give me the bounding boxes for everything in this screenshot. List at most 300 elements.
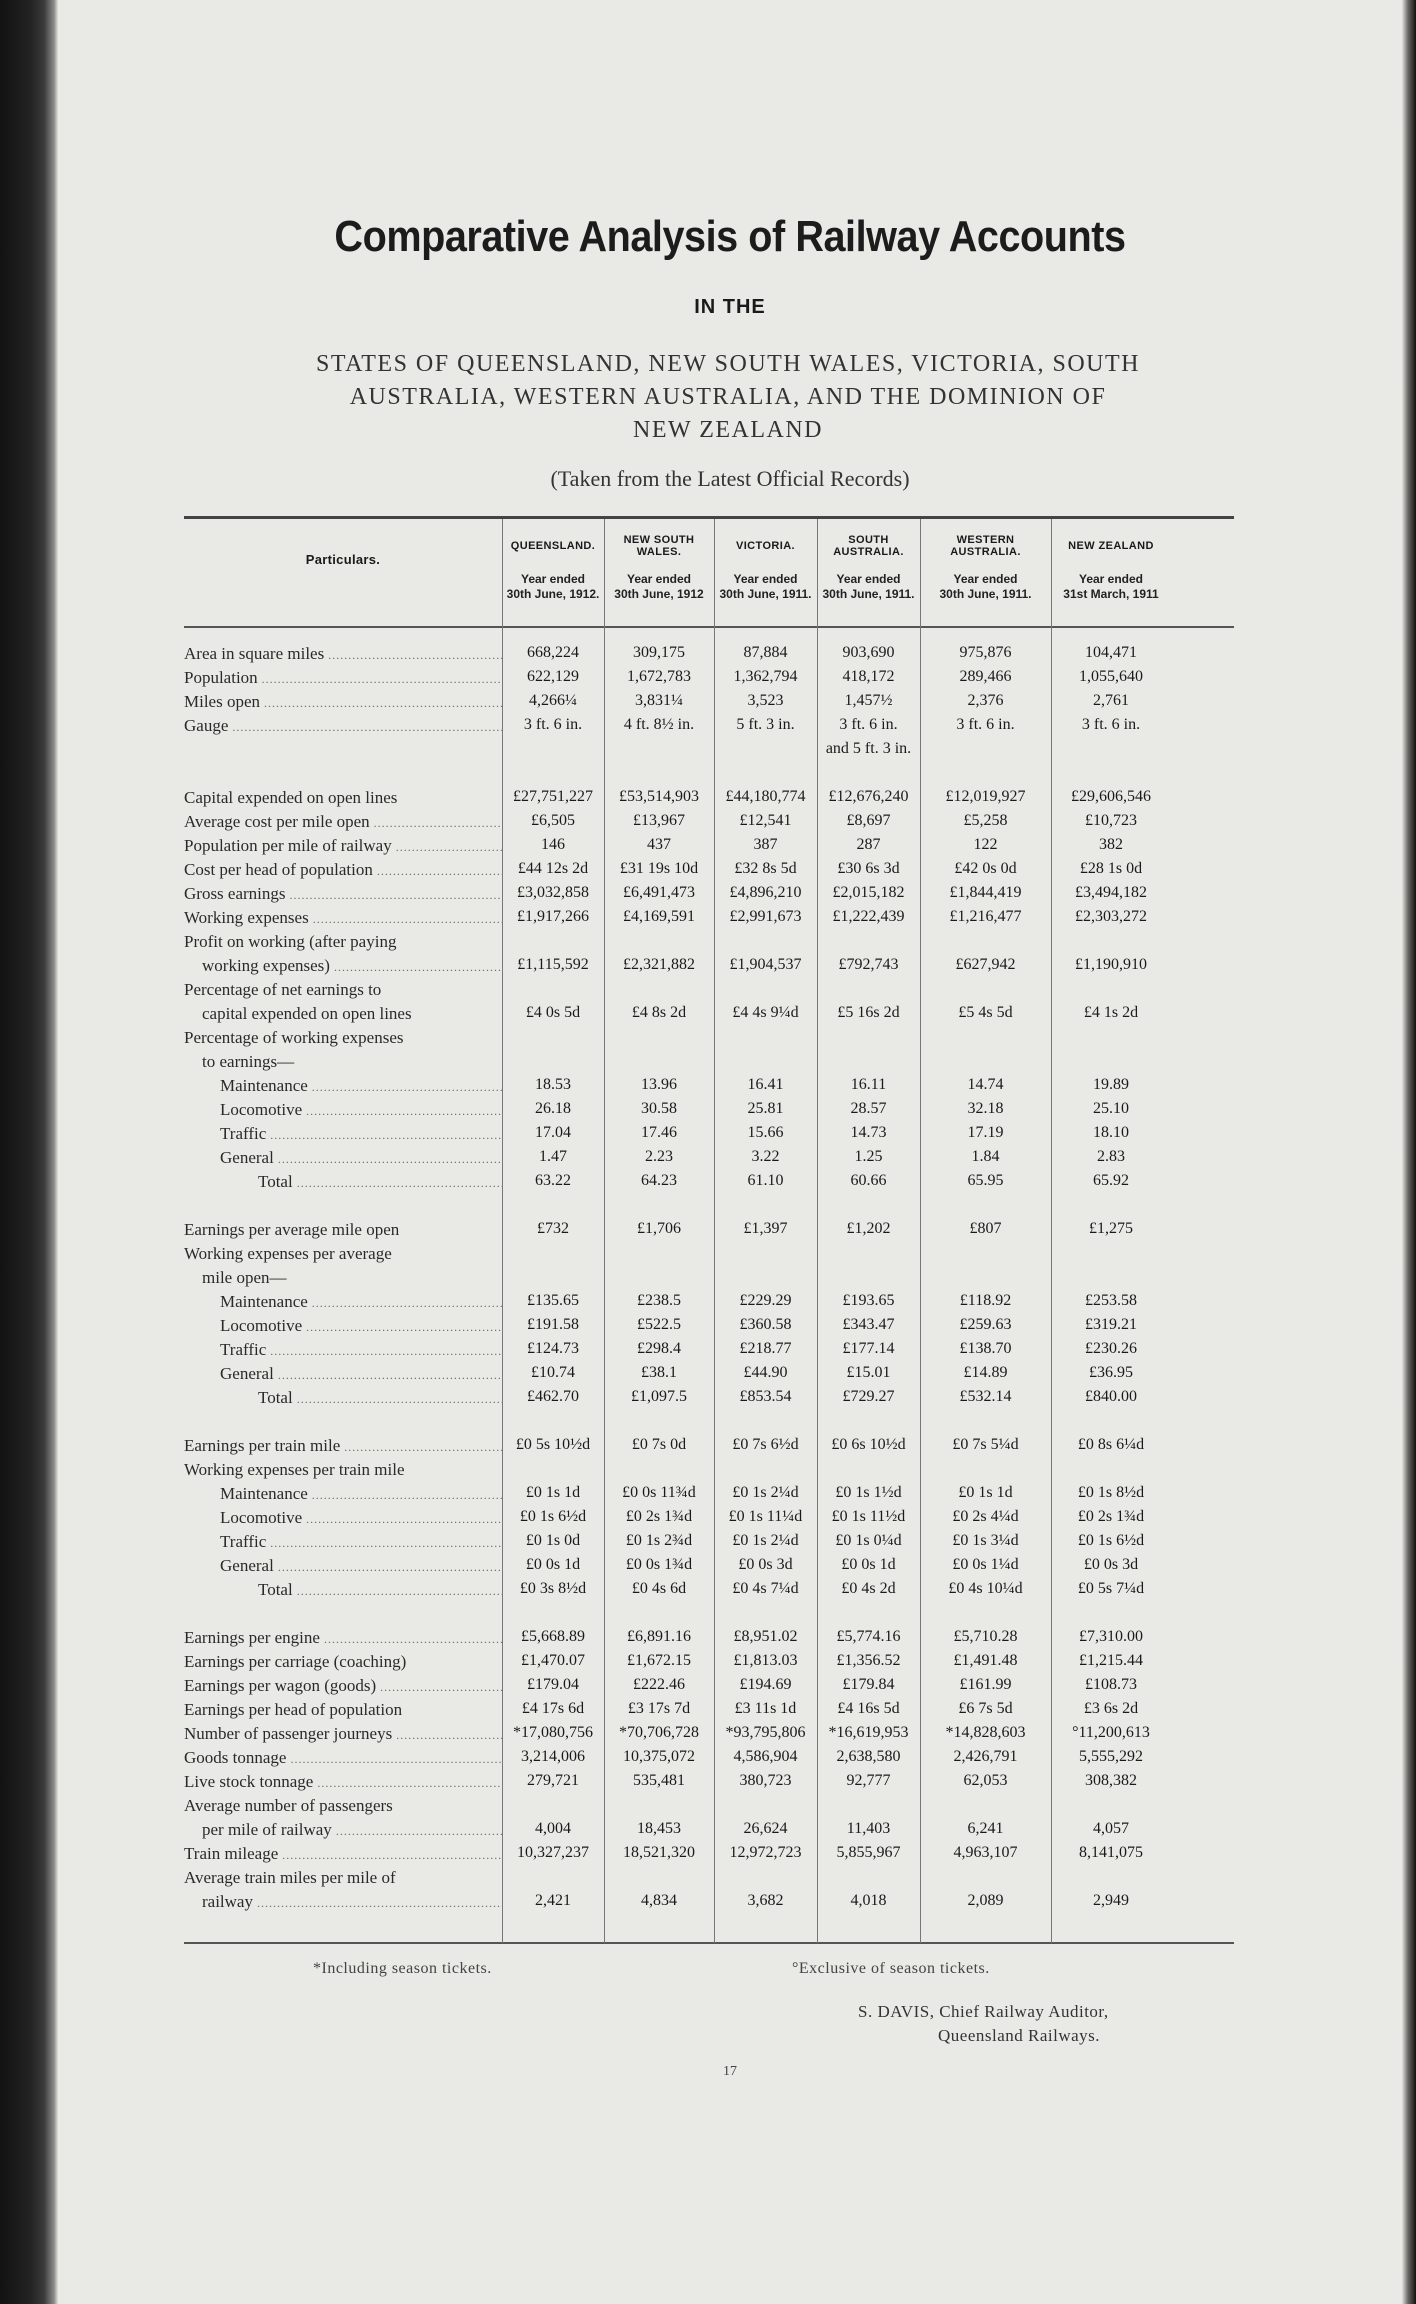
row-label: Working expenses per average bbox=[184, 1244, 392, 1263]
row-label: mile open— bbox=[202, 1268, 287, 1287]
states-line: AUSTRALIA, WESTERN AUSTRALIA, AND THE DOMINION OF bbox=[349, 384, 1107, 410]
table-cell: £15.01 bbox=[846, 1364, 891, 1381]
table-cell: 63.22 bbox=[535, 1172, 571, 1189]
table-cell: £12,019,927 bbox=[945, 788, 1026, 805]
row-label: Locomotive ..... bbox=[184, 1316, 502, 1336]
table-row bbox=[184, 1340, 1234, 1364]
table-cell: £4 17s 6d bbox=[521, 1700, 585, 1717]
table-cell: £0 1s 3¼d bbox=[952, 1532, 1019, 1549]
row-label: Total ..... bbox=[184, 1388, 502, 1408]
table-cell: £462.70 bbox=[527, 1388, 579, 1405]
table-cell: 15.66 bbox=[747, 1124, 784, 1141]
table-cell: 11,403 bbox=[846, 1820, 891, 1837]
table-cell: 8,141,075 bbox=[1079, 1844, 1143, 1861]
table-cell: £1,813.03 bbox=[733, 1652, 798, 1669]
column-header-year-line: 30th June, 1911. bbox=[719, 587, 812, 601]
table-cell: £44,180,774 bbox=[725, 788, 806, 805]
table-row bbox=[184, 1172, 1234, 1196]
table-cell: £0 1s 11¼d bbox=[728, 1508, 803, 1525]
signature-line-2: Queensland Railways. bbox=[938, 2026, 1101, 2045]
table-cell: £0 1s 2¼d bbox=[732, 1532, 799, 1549]
row-label: Earnings per engine ..... bbox=[184, 1628, 502, 1648]
column-header-name: QUEENSLAND. bbox=[510, 540, 596, 552]
table-row bbox=[184, 716, 1234, 740]
table-cell: £807 bbox=[969, 1220, 1002, 1237]
table-cell: 25.81 bbox=[747, 1100, 784, 1117]
table-cell: £0 0s 11¾d bbox=[622, 1484, 696, 1501]
table-row bbox=[184, 956, 1234, 980]
table-header-rule bbox=[184, 626, 1234, 628]
table-cell: £0 1s 6½d bbox=[519, 1508, 587, 1525]
table-row bbox=[184, 740, 1234, 764]
row-label: Locomotive ..... bbox=[184, 1100, 502, 1120]
table-row bbox=[184, 1100, 1234, 1124]
table-cell: £0 0s 3d bbox=[1083, 1556, 1139, 1573]
table-cell: £1,356.52 bbox=[836, 1652, 901, 1669]
table-row bbox=[184, 1532, 1234, 1556]
table-cell: 60.66 bbox=[850, 1172, 887, 1189]
table-row bbox=[184, 1700, 1234, 1724]
table-cell: £4 0s 5d bbox=[525, 1004, 581, 1021]
table-row bbox=[184, 1580, 1234, 1604]
table-cell: £179.84 bbox=[842, 1676, 895, 1693]
row-label: Gauge ..... bbox=[184, 716, 502, 736]
table-cell: £0 1s 2¼d bbox=[732, 1484, 799, 1501]
table-cell: 289,466 bbox=[959, 668, 1012, 685]
column-header-name: NEW ZEALAND bbox=[1068, 540, 1154, 552]
table-cell: and 5 ft. 3 in. bbox=[825, 740, 912, 757]
table-row bbox=[184, 1556, 1234, 1580]
table-cell: £792,743 bbox=[838, 956, 899, 973]
row-label: Percentage of working expenses bbox=[184, 1028, 404, 1047]
states-heading bbox=[178, 348, 1278, 447]
column-header-name: NEW SOUTH WALES. bbox=[623, 534, 695, 558]
table-cell: £194.69 bbox=[739, 1676, 792, 1693]
table-cell: £4 4s 9¼d bbox=[732, 1004, 799, 1021]
table-row bbox=[184, 1028, 1234, 1052]
table-cell: £319.21 bbox=[1085, 1316, 1137, 1333]
table-cell: 5,855,967 bbox=[836, 1844, 901, 1861]
table-cell: *93,795,806 bbox=[725, 1724, 806, 1741]
table-cell: 903,690 bbox=[842, 644, 895, 661]
table-cell: £2,303,272 bbox=[1075, 908, 1147, 925]
table-cell: £1,904,537 bbox=[729, 956, 802, 973]
table-cell: 19.89 bbox=[1093, 1076, 1129, 1093]
table-row bbox=[184, 1316, 1234, 1340]
table-cell: 3,523 bbox=[747, 692, 784, 709]
table-cell: £0 1s 1d bbox=[525, 1484, 581, 1501]
table-cell: £4 1s 2d bbox=[1083, 1004, 1139, 1021]
table-row bbox=[184, 1748, 1234, 1772]
row-label: Train mileage ..... bbox=[184, 1844, 502, 1864]
table-cell: £2,991,673 bbox=[729, 908, 802, 925]
table-cell: 287 bbox=[856, 836, 881, 853]
table-row bbox=[184, 1388, 1234, 1412]
signature-line-1: S. DAVIS, Chief Railway Auditor, bbox=[858, 2002, 1109, 2021]
table-cell: 17.46 bbox=[641, 1124, 677, 1141]
table-cell: £238.5 bbox=[637, 1292, 681, 1309]
table-cell: £0 3s 8½d bbox=[519, 1580, 587, 1597]
row-label: Average cost per mile open ..... bbox=[184, 812, 502, 832]
table-cell: £3,032,858 bbox=[517, 884, 589, 901]
table-cell: *17,080,756 bbox=[513, 1724, 593, 1741]
table-cell: £191.58 bbox=[527, 1316, 579, 1333]
table-cell: £4 8s 2d bbox=[631, 1004, 687, 1021]
row-label: Locomotive ..... bbox=[184, 1508, 502, 1528]
table-cell: 87,884 bbox=[743, 644, 788, 661]
table-cell: 26,624 bbox=[743, 1820, 788, 1837]
table-cell: 1,672,783 bbox=[627, 668, 691, 685]
table-cell: 26.18 bbox=[535, 1100, 571, 1117]
table-cell: 18.53 bbox=[535, 1076, 571, 1093]
table-cell: £30 6s 3d bbox=[837, 860, 900, 877]
table-cell: £0 7s 5¼d bbox=[952, 1436, 1019, 1453]
row-label: General ..... bbox=[184, 1556, 502, 1576]
table-cell: £27,751,227 bbox=[513, 788, 593, 805]
table-cell: 104,471 bbox=[1085, 644, 1137, 661]
table-cell: £53,514,903 bbox=[619, 788, 699, 805]
table-cell: £0 4s 2d bbox=[841, 1580, 896, 1597]
table-cell: £177.14 bbox=[842, 1340, 895, 1357]
table-cell: 146 bbox=[541, 836, 565, 853]
row-label: Population ..... bbox=[184, 668, 502, 688]
table-cell: 16.11 bbox=[850, 1076, 887, 1093]
table-cell: £0 1s 1½d bbox=[835, 1484, 902, 1501]
table-row bbox=[184, 1052, 1234, 1076]
table-cell: 17.04 bbox=[535, 1124, 571, 1141]
table-cell: £0 7s 0d bbox=[631, 1436, 687, 1453]
table-row bbox=[184, 1772, 1234, 1796]
table-cell: 308,382 bbox=[1085, 1772, 1137, 1789]
table-cell: 2,089 bbox=[967, 1892, 1004, 1909]
table-row bbox=[184, 1844, 1234, 1868]
table-cell: £1,491.48 bbox=[953, 1652, 1018, 1669]
table-cell: £32 8s 5d bbox=[734, 860, 797, 877]
table-cell: £10,723 bbox=[1085, 812, 1137, 829]
table-cell: £1,215.44 bbox=[1079, 1652, 1143, 1669]
column-header-year bbox=[604, 572, 714, 602]
table-cell: £1,222,439 bbox=[832, 908, 905, 925]
column-header-name: WESTERN AUSTRALIA. bbox=[950, 534, 1021, 558]
row-label: Profit on working (after paying bbox=[184, 932, 397, 951]
column-header-year-line: Year ended bbox=[626, 572, 692, 586]
table-cell: £28 1s 0d bbox=[1079, 860, 1143, 877]
table-cell: £298.4 bbox=[637, 1340, 681, 1357]
table-cell: £0 0s 1d bbox=[525, 1556, 581, 1573]
table-cell: *16,619,953 bbox=[828, 1724, 909, 1741]
table-row bbox=[184, 932, 1234, 956]
table-cell: 12,972,723 bbox=[729, 1844, 802, 1861]
table-row bbox=[184, 1268, 1234, 1292]
table-cell: 16.41 bbox=[747, 1076, 784, 1093]
table-cell: 28.57 bbox=[850, 1100, 887, 1117]
table-cell: 4,266¼ bbox=[529, 692, 577, 709]
table-cell: £2,321,882 bbox=[623, 956, 695, 973]
row-label: General ..... bbox=[184, 1148, 502, 1168]
table-cell: 4,963,107 bbox=[953, 1844, 1018, 1861]
table-row bbox=[184, 1076, 1234, 1100]
table-cell: £138.70 bbox=[959, 1340, 1012, 1357]
table-cell: 14.73 bbox=[850, 1124, 887, 1141]
table-cell: £360.58 bbox=[739, 1316, 792, 1333]
table-cell: £229.29 bbox=[739, 1292, 792, 1309]
book-binding-left bbox=[0, 0, 58, 2304]
table-cell: £2,015,182 bbox=[832, 884, 905, 901]
column-header-year bbox=[920, 572, 1051, 602]
table-cell: £0 0s 1¾d bbox=[625, 1556, 693, 1573]
table-cell: 2,949 bbox=[1093, 1892, 1129, 1909]
column-header-year-line: Year ended bbox=[733, 572, 798, 586]
table-cell: £0 4s 6d bbox=[631, 1580, 687, 1597]
table-cell: 380,723 bbox=[739, 1772, 792, 1789]
row-label: Traffic ..... bbox=[184, 1124, 502, 1144]
row-label: capital expended on open lines bbox=[202, 1004, 412, 1023]
table-cell: £6,891.16 bbox=[627, 1628, 691, 1645]
table-cell: 32.18 bbox=[967, 1100, 1004, 1117]
row-label: General ..... bbox=[184, 1364, 502, 1384]
table-cell: £5,774.16 bbox=[836, 1628, 901, 1645]
table-cell: £12,541 bbox=[739, 812, 792, 829]
row-label: Cost per head of population ..... bbox=[184, 860, 502, 880]
table-cell: £230.26 bbox=[1085, 1340, 1137, 1357]
table-cell: £1,275 bbox=[1089, 1220, 1133, 1237]
table-row bbox=[184, 1508, 1234, 1532]
table-cell: £14.89 bbox=[963, 1364, 1008, 1381]
column-header-year-line: 30th June, 1911. bbox=[939, 587, 1032, 601]
column-header-year-line: 30th June, 1911. bbox=[822, 587, 915, 601]
row-label: working expenses) ..... bbox=[184, 956, 502, 976]
table-cell: £4,169,591 bbox=[623, 908, 695, 925]
table-cell: 1.47 bbox=[539, 1148, 567, 1165]
table-cell: 3 ft. 6 in. bbox=[839, 716, 898, 733]
table-cell: £1,706 bbox=[637, 1220, 681, 1237]
book-binding-right bbox=[1402, 0, 1416, 2304]
table-cell: £4 16s 5d bbox=[837, 1700, 900, 1717]
table-cell: £118.92 bbox=[959, 1292, 1012, 1309]
table-row bbox=[184, 1820, 1234, 1844]
table-cell: 1.84 bbox=[971, 1148, 1000, 1165]
table-cell: 4,018 bbox=[850, 1892, 887, 1909]
table-cell: 2,761 bbox=[1093, 692, 1129, 709]
column-header-year-line: Year ended bbox=[1078, 572, 1144, 586]
row-label: Total ..... bbox=[184, 1580, 502, 1600]
table-cell: 13.96 bbox=[641, 1076, 677, 1093]
table-cell: £13,967 bbox=[633, 812, 685, 829]
table-cell: £532.14 bbox=[959, 1388, 1012, 1405]
row-label: Earnings per wagon (goods) ..... bbox=[184, 1676, 502, 1696]
table-cell: 65.95 bbox=[967, 1172, 1004, 1189]
row-label: Average train miles per mile of bbox=[184, 1868, 396, 1887]
table-cell: £259.63 bbox=[959, 1316, 1012, 1333]
table-cell: 3,682 bbox=[747, 1892, 784, 1909]
table-cell: £108.73 bbox=[1085, 1676, 1137, 1693]
row-label: Traffic ..... bbox=[184, 1340, 502, 1360]
table-cell: £3 6s 2d bbox=[1083, 1700, 1139, 1717]
row-label: Earnings per train mile ..... bbox=[184, 1436, 502, 1456]
row-label: Population per mile of railway ..... bbox=[184, 836, 502, 856]
table-bottom-rule bbox=[184, 1942, 1234, 1944]
table-cell: 668,224 bbox=[527, 644, 579, 661]
table-cell: £1,097.5 bbox=[631, 1388, 687, 1405]
states-line: NEW ZEALAND bbox=[632, 417, 824, 443]
table-cell: £253.58 bbox=[1085, 1292, 1137, 1309]
column-header-year bbox=[1051, 572, 1171, 602]
table-cell: £1,470.07 bbox=[521, 1652, 585, 1669]
table-cell: 122 bbox=[973, 836, 998, 853]
row-label: Miles open ..... bbox=[184, 692, 502, 712]
table-row bbox=[184, 668, 1234, 692]
table-row bbox=[184, 1004, 1234, 1028]
table-cell: 3 ft. 6 in. bbox=[1081, 716, 1141, 733]
table-cell: £1,202 bbox=[846, 1220, 891, 1237]
table-cell: *14,828,603 bbox=[945, 1724, 1026, 1741]
table-cell: £0 1s 11½d bbox=[831, 1508, 906, 1525]
table-row bbox=[184, 1796, 1234, 1820]
table-cell: 2,376 bbox=[967, 692, 1004, 709]
table-cell: £1,844,419 bbox=[949, 884, 1022, 901]
table-cell: 535,481 bbox=[633, 1772, 685, 1789]
table-top-rule bbox=[184, 516, 1234, 519]
table-row bbox=[184, 692, 1234, 716]
table-cell: £218.77 bbox=[739, 1340, 792, 1357]
table-row bbox=[184, 836, 1234, 860]
table-row bbox=[184, 1484, 1234, 1508]
table-cell: £6,505 bbox=[531, 812, 575, 829]
table-cell: £732 bbox=[537, 1220, 569, 1237]
table-cell: £179.04 bbox=[527, 1676, 579, 1693]
row-label: Maintenance ..... bbox=[184, 1292, 502, 1312]
table-cell: £222.46 bbox=[633, 1676, 685, 1693]
column-header-year-line: Year ended bbox=[953, 572, 1018, 586]
table-cell: £0 2s 1¾d bbox=[1077, 1508, 1145, 1525]
table-cell: £193.65 bbox=[842, 1292, 895, 1309]
table-cell: £0 2s 4¼d bbox=[952, 1508, 1019, 1525]
table-row bbox=[184, 1244, 1234, 1268]
table-cell: 3,831¼ bbox=[635, 692, 683, 709]
table-row bbox=[184, 1868, 1234, 1892]
table-cell: £10.74 bbox=[531, 1364, 575, 1381]
table-cell: 2.83 bbox=[1097, 1148, 1125, 1165]
table-cell: £5,258 bbox=[963, 812, 1008, 829]
table-cell: £1,115,592 bbox=[517, 956, 589, 973]
table-cell: 2,638,580 bbox=[836, 1748, 901, 1765]
row-label: Maintenance ..... bbox=[184, 1484, 502, 1504]
header-particulars: Particulars. bbox=[305, 552, 381, 567]
column-header-year-line: Year ended bbox=[520, 572, 586, 586]
table-row bbox=[184, 1460, 1234, 1484]
table-cell: 3,214,006 bbox=[521, 1748, 585, 1765]
table-cell: 309,175 bbox=[633, 644, 685, 661]
page-number: 17 bbox=[723, 2064, 737, 2079]
column-header bbox=[502, 528, 604, 622]
table-row bbox=[184, 980, 1234, 1004]
table-cell: £0 1s 6½d bbox=[1077, 1532, 1145, 1549]
table-cell: £627,942 bbox=[955, 956, 1016, 973]
table-cell: 18,453 bbox=[637, 1820, 681, 1837]
page-title: Comparative Analysis of Railway Accounts bbox=[334, 212, 1126, 261]
table-row bbox=[184, 1220, 1234, 1244]
table-cell: £0 4s 10¼d bbox=[948, 1580, 1023, 1597]
row-label: Earnings per carriage (coaching) bbox=[184, 1652, 407, 1671]
row-label: Working expenses ..... bbox=[184, 908, 502, 928]
table-cell: *70,706,728 bbox=[619, 1724, 699, 1741]
table-cell: 1,457½ bbox=[844, 692, 893, 709]
table-cell: 2,426,791 bbox=[953, 1748, 1018, 1765]
table-cell: £31 19s 10d bbox=[619, 860, 699, 877]
row-label: Total ..... bbox=[184, 1172, 502, 1192]
row-label: Maintenance ..... bbox=[184, 1076, 502, 1096]
row-label: Goods tonnage ..... bbox=[184, 1748, 502, 1768]
column-header-year-line: 30th June, 1912 bbox=[614, 587, 704, 601]
table-cell: 418,172 bbox=[842, 668, 895, 685]
table-cell: £1,672.15 bbox=[627, 1652, 691, 1669]
table-cell: 18,521,320 bbox=[623, 1844, 695, 1861]
table-cell: £135.65 bbox=[527, 1292, 579, 1309]
document-page bbox=[58, 0, 1402, 2304]
table-cell: £44.90 bbox=[743, 1364, 788, 1381]
table-row bbox=[184, 1892, 1234, 1916]
table-cell: £0 1s 8½d bbox=[1077, 1484, 1145, 1501]
row-label: Percentage of net earnings to bbox=[184, 980, 382, 999]
table-row bbox=[184, 1628, 1234, 1652]
table-row bbox=[184, 1148, 1234, 1172]
table-cell: 975,876 bbox=[959, 644, 1012, 661]
table-cell: £0 7s 6½d bbox=[732, 1436, 799, 1453]
column-header-name: VICTORIA. bbox=[735, 540, 795, 552]
table-cell: £0 0s 3d bbox=[738, 1556, 793, 1573]
table-cell: £0 6s 10½d bbox=[831, 1436, 906, 1453]
table-cell: £8,697 bbox=[846, 812, 891, 829]
table-cell: 1,362,794 bbox=[733, 668, 798, 685]
table-cell: 2.23 bbox=[645, 1148, 673, 1165]
table-row bbox=[184, 884, 1234, 908]
row-label: per mile of railway ..... bbox=[184, 1820, 502, 1840]
table-cell: £0 2s 1¾d bbox=[625, 1508, 693, 1525]
table-cell: £0 8s 6¼d bbox=[1077, 1436, 1145, 1453]
states-line: STATES OF QUEENSLAND, NEW SOUTH WALES, VICTORIA, SOUTH bbox=[316, 351, 1140, 377]
table-cell: £124.73 bbox=[527, 1340, 579, 1357]
column-header-year-line: 31st March, 1911 bbox=[1063, 587, 1159, 601]
table-cell: £3 11s 1d bbox=[734, 1700, 797, 1717]
row-label: Earnings per head of population bbox=[184, 1700, 403, 1719]
column-header-year bbox=[817, 572, 920, 602]
table-cell: 4,586,904 bbox=[733, 1748, 798, 1765]
table-cell: £1,216,477 bbox=[949, 908, 1022, 925]
table-cell: 4,834 bbox=[641, 1892, 677, 1909]
table-cell: 3.22 bbox=[751, 1148, 780, 1165]
row-label: Average number of passengers bbox=[184, 1796, 393, 1815]
table-cell: £5 16s 2d bbox=[837, 1004, 900, 1021]
table-cell: 3 ft. 6 in. bbox=[956, 716, 1015, 733]
table-cell: £3 17s 7d bbox=[627, 1700, 691, 1717]
table-row bbox=[184, 1724, 1234, 1748]
table-cell: 382 bbox=[1099, 836, 1123, 853]
column-header bbox=[1051, 528, 1171, 622]
table-cell: 61.10 bbox=[747, 1172, 784, 1189]
table-cell: £12,676,240 bbox=[828, 788, 909, 805]
table-cell: 10,327,237 bbox=[517, 1844, 589, 1861]
table-cell: 5 ft. 3 in. bbox=[736, 716, 795, 733]
table-cell: £343.47 bbox=[842, 1316, 895, 1333]
table-row bbox=[184, 644, 1234, 668]
table-cell: £5 4s 5d bbox=[958, 1004, 1013, 1021]
subtitle-in-the: IN THE bbox=[694, 296, 766, 318]
table-cell: £0 5s 7¼d bbox=[1077, 1580, 1145, 1597]
table-cell: 4,057 bbox=[1093, 1820, 1129, 1837]
table-cell: £0 1s 0d bbox=[525, 1532, 581, 1549]
table-cell: 622,129 bbox=[527, 668, 579, 685]
table-cell: £4,896,210 bbox=[729, 884, 802, 901]
